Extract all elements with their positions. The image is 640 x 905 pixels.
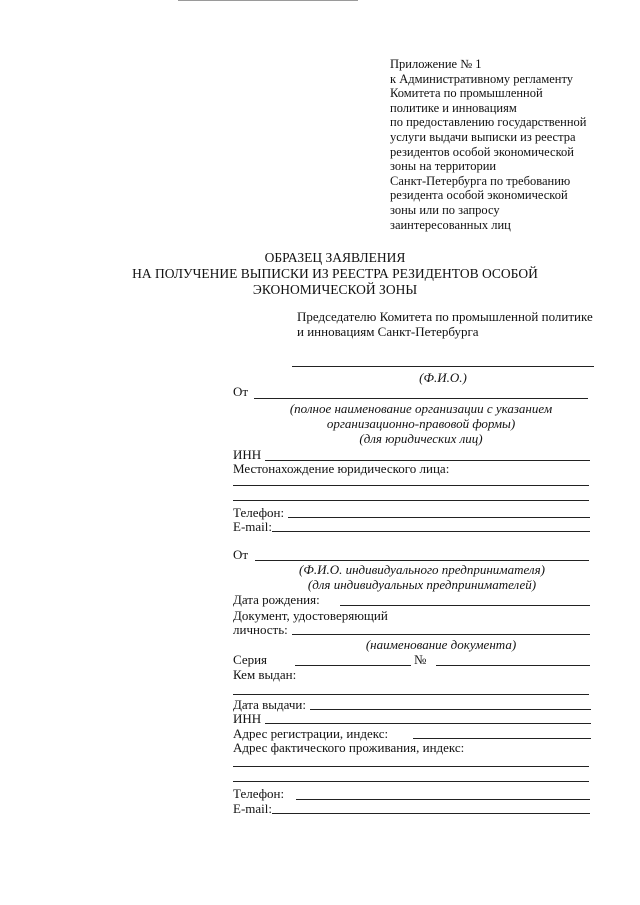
appendix-line: Санкт-Петербурга по требованию [390,173,571,188]
ip-series-label: Серия [233,652,268,667]
appendix-line: Комитета по промышленной [390,86,543,101]
ip-inn-field[interactable] [265,723,591,724]
ip-from-field[interactable] [255,560,589,561]
title-line: ЭКОНОМИЧЕСКОЙ ЗОНЫ [252,282,418,297]
ip-issue-date-field[interactable] [310,709,591,710]
fio-field-line[interactable] [292,366,594,367]
legal-hint-line: (полное наименование организации с указанием [289,401,553,416]
ip-number-field[interactable] [436,665,590,666]
ip-email-label: E-mail: [233,801,272,816]
legal-hint-line: организационно-правовой формы) [326,416,516,431]
ip-inn-label: ИНН [233,711,262,726]
appendix-line: к Административному регламенту [390,71,574,86]
ip-number-label: № [414,652,427,667]
legal-phone-label: Телефон: [233,505,285,520]
title-line: ОБРАЗЕЦ ЗАЯВЛЕНИЯ [264,250,406,265]
legal-email-label: E-mail: [233,519,272,534]
legal-inn-label: ИНН [233,447,262,462]
ip-doc-label: Документ, удостоверяющий [233,608,388,623]
appendix-note [390,57,586,232]
legal-location-field[interactable] [233,500,589,501]
appendix-line: услуги выдачи выписки из реестра [390,129,576,144]
legal-hint-line: (для юридических лиц) [359,431,483,446]
legal-email-field[interactable] [272,531,590,532]
legal-from-label: От [233,384,249,399]
document-title [120,250,550,298]
title-line: НА ПОЛУЧЕНИЕ ВЫПИСКИ ИЗ РЕЕСТРА РЕЗИДЕНТОВ ОСОБОЙ [132,266,538,281]
fio-hint: (Ф.И.О.) [419,370,467,385]
ip-phone-field[interactable] [296,799,590,800]
legal-from-field[interactable] [254,398,588,399]
ip-email-field[interactable] [272,813,590,814]
ip-birth-field[interactable] [340,605,590,606]
addressee [297,309,593,339]
ip-reg-address-label: Адрес регистрации, индекс: [233,726,389,741]
appendix-line: резидентов особой экономической [390,144,574,159]
appendix-line: Приложение № 1 [390,57,482,71]
appendix-line: резидента особой экономической [390,188,568,203]
legal-location-field[interactable] [233,485,589,486]
addressee-line: и инновациям Санкт-Петербурга [297,324,479,339]
appendix-line: по предоставлению государственной [390,115,587,130]
legal-phone-field[interactable] [288,517,590,518]
ip-issued-by-label: Кем выдан: [233,667,297,682]
appendix-line: заинтересованных лиц [390,217,511,232]
ip-series-field[interactable] [295,665,411,666]
addressee-line: Председателю Комитета по промышленной политике [297,309,593,324]
ip-actual-address-label: Адрес фактического проживания, индекс: [233,740,465,755]
ip-actual-address-field[interactable] [233,766,589,767]
appendix-line: зоны на территории [390,159,497,174]
ip-hint-line: (для индивидуальных предпринимателей) [307,577,537,592]
ip-issue-date-label: Дата выдачи: [233,697,307,712]
ip-doc-hint: (наименование документа) [365,637,517,652]
scan-edge-line [178,0,358,1]
ip-doc-field[interactable] [292,634,590,635]
ip-birth-label: Дата рождения: [233,592,320,607]
ip-actual-address-field[interactable] [233,781,589,782]
ip-issued-by-field[interactable] [233,694,589,695]
legal-location-label: Местонахождение юридического лица: [233,461,450,476]
ip-doc-label: личность: [233,622,288,637]
ip-hint-line: (Ф.И.О. индивидуального предпринимателя) [299,562,545,577]
ip-from-label: От [233,547,249,562]
ip-reg-address-field[interactable] [413,738,591,739]
appendix-line: политике и инновациям [390,100,517,115]
ip-phone-label: Телефон: [233,786,285,801]
appendix-line: зоны или по запросу [390,202,500,217]
